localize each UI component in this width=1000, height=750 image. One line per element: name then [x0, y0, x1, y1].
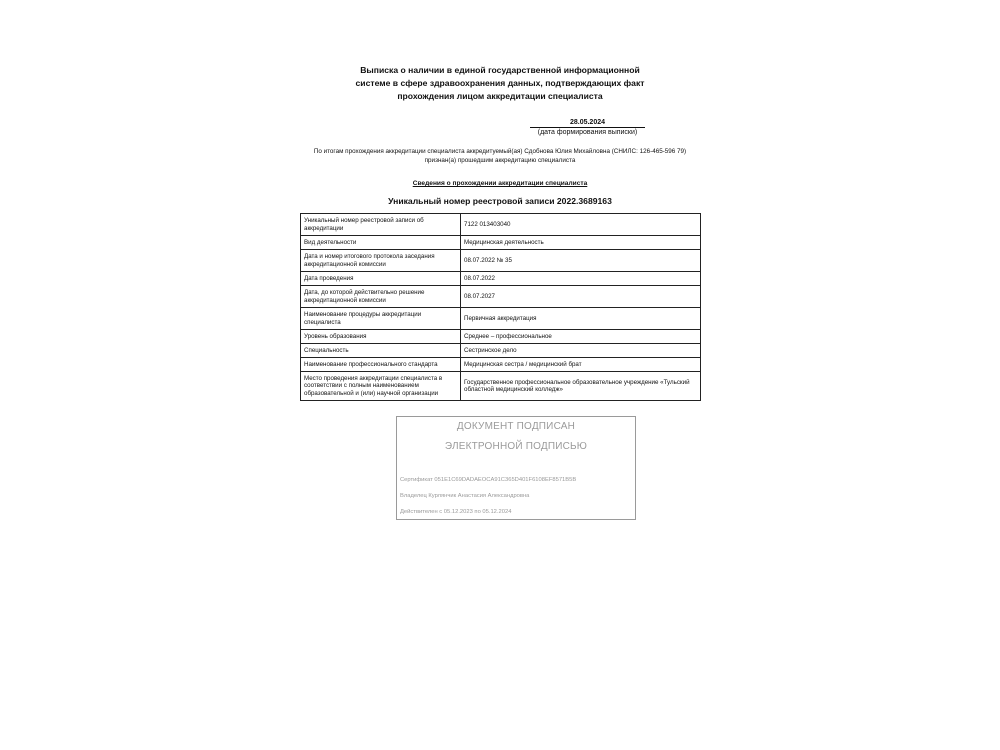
table-row — [301, 236, 701, 250]
row-value: 08.07.2022 — [461, 272, 701, 286]
row-label: Дата, до которой действительно решение аккредитационной комиссии — [301, 286, 461, 308]
table-row — [301, 272, 701, 286]
section-heading: Сведения о прохождении аккредитации специалиста — [412, 180, 588, 187]
title-line-2: системе в сфере здравоохранения данных, подтверждающих факт — [355, 78, 645, 88]
row-label: Вид деятельности — [301, 236, 461, 250]
row-value: Государственное профессиональное образовательное учреждение «Тульский областной медицинский колледж» — [461, 372, 701, 401]
table-row — [301, 372, 701, 401]
row-value: Среднее – профессиональное — [461, 330, 701, 344]
extract-date-caption: (дата формирования выписки) — [537, 129, 638, 136]
row-label: Дата и номер итогового протокола заседания аккредитационной комиссии — [301, 250, 461, 272]
intro-line-1: По итогам прохождения аккредитации специалиста аккредитуемый(ая) Сдобнова Юлия Михайловна (СНИЛС: 126-465-596 79) — [313, 148, 687, 155]
stamp-title-line-1: ДОКУМЕНТ ПОДПИСАН — [456, 421, 576, 432]
accreditation-table — [300, 213, 701, 401]
table-row — [301, 330, 701, 344]
row-value: 7122 013403040 — [461, 214, 701, 236]
row-value: Сестринское дело — [461, 344, 701, 358]
certificate-number: Сертификат 051E1C69DADAEOCA91C365D401F6108EF8571B5B — [400, 477, 577, 483]
row-label: Уровень образования — [301, 330, 461, 344]
title-line-3: прохождения лицом аккредитации специалиста — [397, 91, 603, 101]
row-value: 08.07.2022 № 35 — [461, 250, 701, 272]
e-signature-stamp — [396, 416, 636, 520]
record-number: Уникальный номер реестровой записи 2022.3689163 — [388, 196, 612, 206]
row-label: Дата проведения — [301, 272, 461, 286]
row-value: Медицинская деятельность — [461, 236, 701, 250]
title-line-1: Выписка о наличии в единой государственной информационной — [360, 65, 640, 75]
date-block — [530, 118, 645, 137]
intro-text — [290, 147, 710, 165]
table-row — [301, 214, 701, 236]
row-label: Наименование процедуры аккредитации специалиста — [301, 308, 461, 330]
row-label: Уникальный номер реестровой записи об аккредитации — [301, 214, 461, 236]
row-value: Первичная аккредитация — [461, 308, 701, 330]
extract-date: 28.05.2024 — [530, 118, 645, 128]
row-label: Наименование профессионального стандарта — [301, 358, 461, 372]
table-row — [301, 358, 701, 372]
row-label: Место проведения аккредитации специалиста в соответствии с полным наименованием образовательной и (или) научной организации — [301, 372, 461, 401]
table-row — [301, 308, 701, 330]
row-label: Специальность — [301, 344, 461, 358]
intro-line-2: признан(а) прошедшим аккредитацию специалиста — [424, 157, 576, 164]
certificate-validity: Действителен с 05.12.2023 по 05.12.2024 — [400, 509, 512, 515]
certificate-owner: Владелец Курлянчик Анастасия Александровна — [400, 493, 530, 499]
row-value: 08.07.2027 — [461, 286, 701, 308]
document-title — [300, 64, 700, 103]
stamp-title-line-2: ЭЛЕКТРОННОЙ ПОДПИСЬЮ — [444, 441, 588, 452]
row-value: Медицинская сестра / медицинский брат — [461, 358, 701, 372]
table-row — [301, 286, 701, 308]
table-row — [301, 250, 701, 272]
table-row — [301, 344, 701, 358]
